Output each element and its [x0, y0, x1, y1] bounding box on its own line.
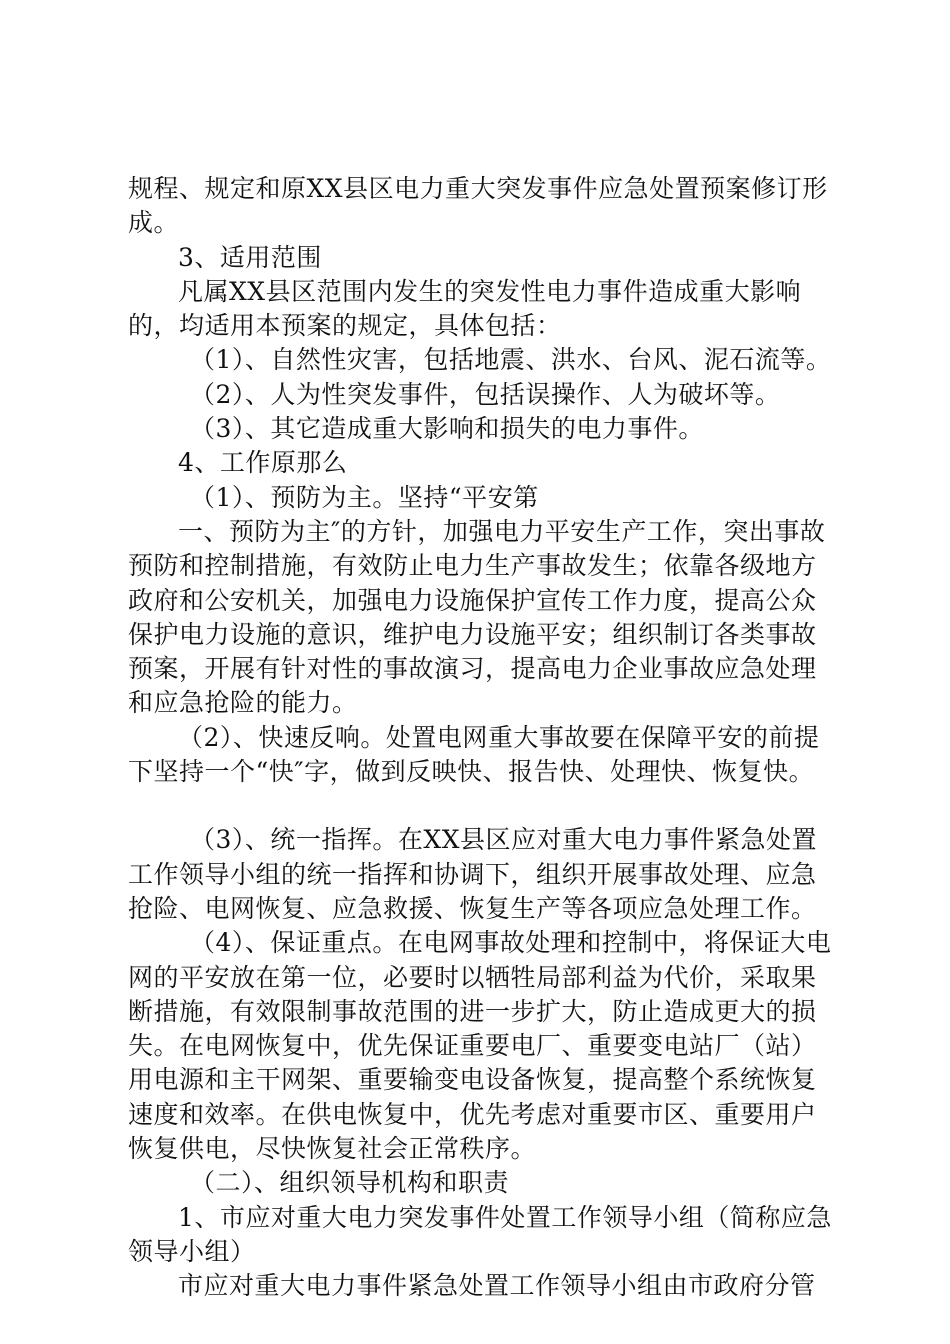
paragraph-key-priorities: （4）、保证重点。在电网事故处理和控制中，将保证大电网的平安放在第一位，必要时以牺牲局部利益为代价，采取果断措施，有效限制事故范围的进一步扩大，防止造成更大的损失。在电网恢复中，优先保证重要电厂、重要变电站厂（站）用电源和主干网架、重要输变电设备恢复，提高整个系统恢复速度和效率。在供电恢复中，优先考虑对重要市区、重要用户恢复供电，尽快恢复社会正常秩序。 [128, 928, 832, 1164]
paragraph-unified-command: （3）、统一指挥。在XX县区应对重大电力事件紧急处置工作领导小组的统一指挥和协调下，组织开展事故处理、应急抢险、电网恢复、应急救援、恢复生产等各项应急处理工作。 [128, 825, 818, 923]
subsection-heading-leading-group: 1、市应对重大电力突发事件处置工作领导小组（简称应急领导小组） [128, 1202, 832, 1266]
principle-prevention-heading: （1）、预防为主。坚持“平安第 [190, 482, 539, 512]
paragraph-prevention: 一、预防为主″的方针，加强电力平安生产工作，突出事故预防和控制措施，有效防止电力生产事故发生；依靠各级地方政府和公安机关，加强电力设施保护宣传工作力度，提高公众保护电力设施的意识，维护电力设施平安；组织制订各类事故预案，开展有针对性的事故演习，提高电力企业事故应急处理和应急抢险的能力。 [128, 516, 826, 718]
paragraph-leading-group: 市应对重大电力事件紧急处置工作领导小组由市政府分管 [178, 1271, 816, 1301]
paragraph-rapid-response: （2）、快速反响。处置电网重大事故要在保障平安的前提下坚持一个“快″字，做到反映快、报告快、处理快、恢复快。 [128, 722, 820, 787]
list-item-other-events: （3）、其它造成重大影响和损失的电力事件。 [190, 414, 704, 444]
blank-line [128, 789, 838, 823]
list-item-natural-disaster: （1）、自然性灾害，包括地震、洪水、台风、泥石流等。 [190, 345, 832, 375]
list-item-human-incident: （2）、人为性突发事件，包括误操作、人为破坏等。 [190, 379, 781, 409]
section-heading-organization: （二）、组织领导机构和职责 [190, 1168, 510, 1198]
section-heading-scope: 3、适用范围 [178, 242, 322, 272]
section-heading-principles: 4、工作原那么 [178, 448, 348, 478]
document-body [128, 172, 838, 1304]
paragraph-scope: 凡属XX县区范围内发生的突发性电力事件造成重大影响的，均适用本预案的规定，具体包括： [128, 276, 802, 341]
paragraph-continuation: 规程、规定和原XX县区电力重大突发事件应急处置预案修订形成。 [128, 174, 828, 238]
